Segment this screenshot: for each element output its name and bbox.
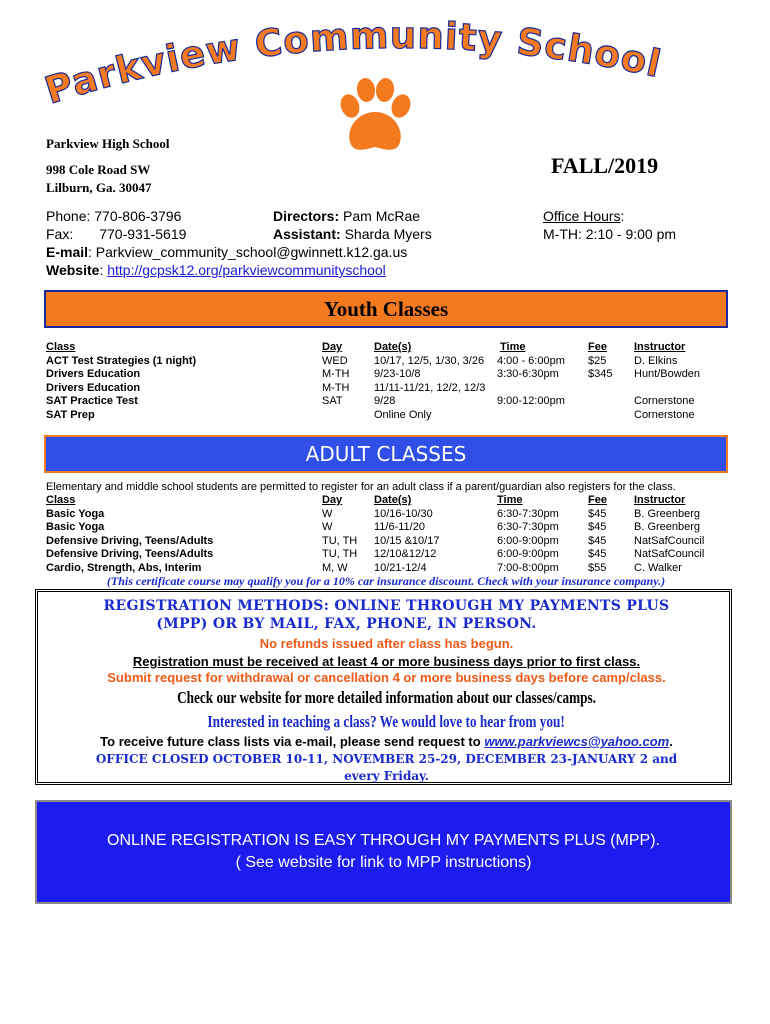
table-cell: Hunt/Bowden xyxy=(634,368,701,381)
table-cell xyxy=(634,382,700,396)
fax-label: Fax xyxy=(46,226,70,242)
adult-day-column xyxy=(322,494,357,576)
registration-methods-line-2: (MPP) OR BY MAIL, FAX, PHONE, IN PERSON. xyxy=(156,616,537,632)
youth-banner-text: Youth Classes xyxy=(323,296,449,321)
assistant-value: Sharda Myers xyxy=(344,226,432,242)
table-cell: M-TH xyxy=(322,368,350,381)
table-cell: M, W xyxy=(322,561,348,574)
table-cell: Drivers Education xyxy=(46,368,141,381)
table-cell: 10/21-12/4 xyxy=(374,561,427,574)
table-cell: 7:00-8:00pm xyxy=(497,561,559,574)
table-cell: D. Elkins xyxy=(634,354,678,367)
phone-label: Phone xyxy=(46,208,87,224)
contact-email-link[interactable]: www.parkviewcs@yahoo.com xyxy=(484,734,670,749)
youth-time-column xyxy=(497,341,565,423)
no-refunds-notice: No refunds issued after class has begun. xyxy=(259,636,514,651)
table-cell: 12/10&12/12 xyxy=(374,548,437,561)
youth-header-day: Day xyxy=(322,341,343,353)
table-cell: $45 xyxy=(588,507,607,520)
table-cell: NatSafCouncil xyxy=(634,548,705,561)
table-cell: $45 xyxy=(588,548,607,561)
registration-methods-line-1: REGISTRATION METHODS: ONLINE THROUGH MY PAYMENTS PLUS xyxy=(103,598,670,614)
table-cell: 6:00-9:00pm xyxy=(497,534,559,547)
table-cell: 10/16-10/30 xyxy=(374,507,433,520)
mpp-registration-box xyxy=(35,800,732,904)
term-label: FALL/2019 xyxy=(551,153,659,178)
table-cell: $55 xyxy=(588,561,607,574)
table-cell: Basic Yoga xyxy=(46,507,105,520)
email-value[interactable]: Parkview_community_school@gwinnett.k12.ga.us xyxy=(95,244,408,260)
table-cell: 4:00 - 6:00pm xyxy=(497,354,565,367)
address-line-1: 998 Cole Road SW xyxy=(46,162,151,177)
table-cell: 6:30-7:30pm xyxy=(497,521,559,534)
table-cell: NatSafCouncil xyxy=(634,534,705,547)
table-cell: B. Greenberg xyxy=(634,521,701,534)
youth-fee-column xyxy=(588,341,612,382)
phone-value: 770-806-3796 xyxy=(94,208,182,224)
youth-instructor-column xyxy=(634,341,700,423)
future-lists-prefix: To receive future class lists via e-mail, please send request to xyxy=(100,734,485,749)
adult-header-time: Time xyxy=(497,494,523,506)
table-cell: Cardio, Strength, Abs, Interim xyxy=(46,561,202,574)
registration-info-box xyxy=(35,589,732,785)
address-line-2: Lilburn, Ga. 30047 xyxy=(46,180,152,195)
table-cell: ACT Test Strategies (1 night) xyxy=(46,354,197,367)
registration-deadline: Registration must be received at least 4 or more business days prior to first class. xyxy=(132,654,641,669)
youth-dates-column xyxy=(374,341,485,423)
youth-header-dates: Date(s) xyxy=(374,341,412,353)
check-website-line xyxy=(38,688,735,708)
table-cell: Defensive Driving, Teens/Adults xyxy=(46,534,214,547)
table-cell: Online Only xyxy=(374,408,432,421)
adult-eligibility-note: Elementary and middle school students are permitted to register for an adult class if a parent/guardian also registers for the class. xyxy=(46,481,676,493)
adult-classes-banner xyxy=(44,435,728,473)
table-cell: Basic Yoga xyxy=(46,521,105,534)
assistant-line xyxy=(273,225,432,243)
assistant-label: Assistant: xyxy=(273,226,341,242)
office-hours-value: M-TH: 2:10 - 9:00 pm xyxy=(543,226,677,242)
office-hours-line: Office Hours: xyxy=(543,208,625,224)
adult-instructor-column xyxy=(634,494,704,576)
table-cell: SAT xyxy=(322,395,343,408)
directors-value: Pam McRae xyxy=(343,208,421,224)
website-link[interactable]: http://gcpsk12.org/parkviewcommunityschool xyxy=(107,262,386,278)
table-cell: Drivers Education xyxy=(46,381,141,394)
withdrawal-notice: Submit request for withdrawal or cancellation 4 or more business days before camp/class. xyxy=(107,670,666,685)
office-closed-line-2: every Friday. xyxy=(344,769,429,783)
table-cell: 11/11-11/21, 12/2, 12/3 xyxy=(374,381,486,394)
office-hours-label: Office Hours xyxy=(543,208,621,224)
table-cell: W xyxy=(322,521,333,534)
interested-line xyxy=(38,712,735,732)
email-label: E-mail xyxy=(46,244,89,260)
directors-line xyxy=(273,207,420,225)
table-cell: $45 xyxy=(588,534,607,547)
phone-line: Phone: 770-806-3796 xyxy=(46,208,182,224)
youth-header-time: Time xyxy=(500,341,526,353)
table-cell xyxy=(497,409,565,423)
table-cell: 9/28 xyxy=(374,395,396,408)
table-cell xyxy=(497,382,565,396)
page-title: Parkview Community School xyxy=(39,13,666,113)
table-cell: $45 xyxy=(588,521,607,534)
table-cell: C. Walker xyxy=(634,561,682,574)
table-cell: Cornerstone xyxy=(634,408,695,421)
table-cell: Defensive Driving, Teens/Adults xyxy=(46,548,214,561)
youth-classes-banner xyxy=(44,290,728,328)
table-cell: 10/15 &10/17 xyxy=(374,534,440,547)
insurance-discount-note: (This certificate course may qualify you for a 10% car insurance discount. Check with your insurance company.) xyxy=(106,574,666,588)
youth-header-fee: Fee xyxy=(588,341,607,353)
youth-header-class: Class xyxy=(46,341,76,353)
future-lists-line xyxy=(38,734,735,749)
fax-line: Fax: 770-931-5619 xyxy=(46,226,187,242)
mpp-line-2: ( See website for link to MPP instructions) xyxy=(235,854,532,871)
table-cell: B. Greenberg xyxy=(634,507,701,520)
adult-fee-column xyxy=(588,494,607,576)
table-cell: SAT Prep xyxy=(46,408,95,421)
table-cell: W xyxy=(322,507,333,520)
paw-print-logo xyxy=(336,76,414,156)
table-cell: 6:00-9:00pm xyxy=(497,548,559,561)
table-cell: 9/23-10/8 xyxy=(374,368,421,381)
website-label: Website xyxy=(46,262,100,278)
table-cell: WED xyxy=(322,354,348,367)
office-closed-line-1: OFFICE CLOSED OCTOBER 10-11, NOVEMBER 25-29, DECEMBER 23-JANUARY 2 and xyxy=(95,752,678,766)
table-cell: 9:00-12:00pm xyxy=(497,395,565,408)
fax-value: 770-931-5619 xyxy=(99,226,187,242)
adult-header-instructor: Instructor xyxy=(634,494,686,506)
adult-header-fee: Fee xyxy=(588,494,607,506)
adult-class-column xyxy=(46,494,213,576)
table-cell: $25 xyxy=(588,354,607,367)
table-cell: TU, TH xyxy=(322,548,358,561)
adult-header-day: Day xyxy=(322,494,343,506)
directors-label: Directors: xyxy=(273,208,340,224)
adult-banner-text: ADULT CLASSES xyxy=(305,442,467,466)
email-line: E-mail: Parkview_community_school@gwinnett.k12.ga.us xyxy=(46,244,408,260)
youth-class-column xyxy=(46,341,196,423)
table-cell: Cornerstone xyxy=(634,395,695,408)
school-name: Parkview High School xyxy=(46,136,170,151)
adult-time-column xyxy=(497,494,559,576)
mpp-line-1: ONLINE REGISTRATION IS EASY THROUGH MY PAYMENTS PLUS (MPP). xyxy=(107,832,660,849)
youth-header-instructor: Instructor xyxy=(634,341,686,353)
website-line: Website: http://gcpsk12.org/parkviewcommunityschool xyxy=(46,262,386,278)
table-cell: 6:30-7:30pm xyxy=(497,507,559,520)
adult-dates-column xyxy=(374,494,439,576)
table-cell: $345 xyxy=(588,368,613,381)
adult-header-dates: Date(s) xyxy=(374,494,412,506)
table-cell: M-TH xyxy=(322,381,350,394)
table-cell: SAT Practice Test xyxy=(46,395,138,408)
table-cell: 10/17, 12/5, 1/30, 3/26 xyxy=(374,354,485,367)
table-cell: TU, TH xyxy=(322,534,358,547)
interested-text: Interested in teaching a class? We would love to hear from you! xyxy=(207,712,566,731)
future-lists-suffix: . xyxy=(669,734,673,749)
check-website-text: Check our website for more detailed information about our classes/camps. xyxy=(177,688,596,707)
table-cell: 11/6-11/20 xyxy=(374,521,425,534)
table-cell: 3:30-6:30pm xyxy=(497,368,559,381)
youth-day-column xyxy=(322,341,350,409)
adult-header-class: Class xyxy=(46,494,76,506)
